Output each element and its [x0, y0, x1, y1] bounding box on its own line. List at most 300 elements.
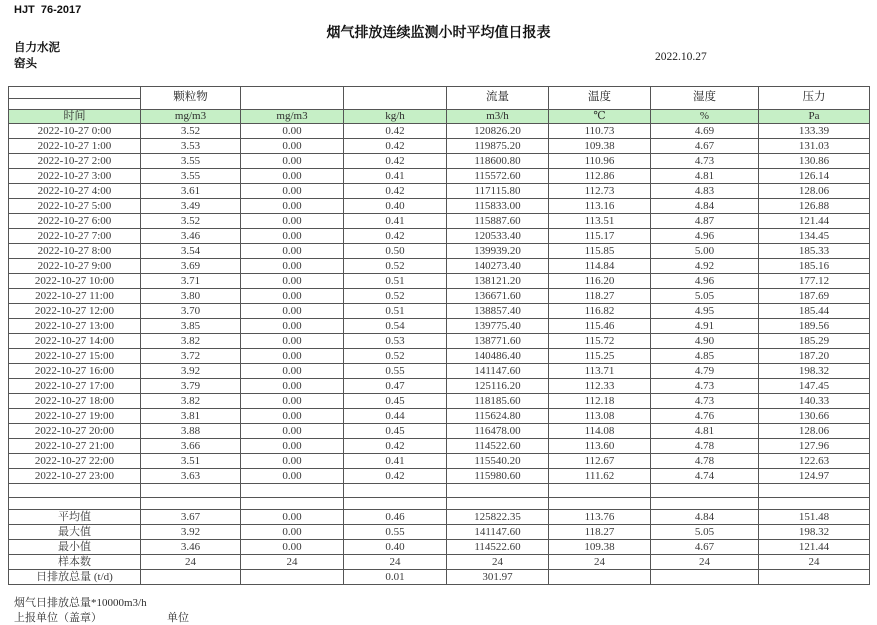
unit-celsius: ℃: [549, 110, 651, 124]
pressure-cell: 128.06: [759, 424, 870, 439]
temperature-cell: 118.27: [549, 525, 651, 540]
time-cell: 2022-10-27 17:00: [9, 379, 141, 394]
flow-cell: 140273.40: [447, 259, 549, 274]
time-cell: 2022-10-27 7:00: [9, 229, 141, 244]
unit-kg-h: kg/h: [344, 110, 447, 124]
report-table: [8, 86, 870, 585]
pm-mg-cell: 3.46: [141, 540, 241, 555]
summary-row: [9, 510, 870, 525]
pm-kgh-cell: 0.47: [344, 379, 447, 394]
pressure-cell: 198.32: [759, 525, 870, 540]
pm-mg2-cell: 0.00: [241, 540, 344, 555]
time-cell: 2022-10-27 11:00: [9, 289, 141, 304]
column-header-pressure: 压力: [759, 87, 870, 110]
table-row: [9, 364, 870, 379]
pm-kgh-cell: 0.52: [344, 259, 447, 274]
pressure-cell: 185.33: [759, 244, 870, 259]
humidity-cell: 4.74: [651, 469, 759, 484]
time-cell: 2022-10-27 0:00: [9, 124, 141, 139]
pm-kgh-cell: 0.53: [344, 334, 447, 349]
temperature-cell: 111.62: [549, 469, 651, 484]
flow-cell: 114522.60: [447, 439, 549, 454]
table-row: [9, 334, 870, 349]
humidity-cell: 24: [651, 555, 759, 570]
pm-mg2-cell: 0.00: [241, 334, 344, 349]
pressure-cell: 130.86: [759, 154, 870, 169]
table-row: [9, 439, 870, 454]
time-cell: 2022-10-27 16:00: [9, 364, 141, 379]
pm-mg2-cell: 0.00: [241, 229, 344, 244]
table-row: [9, 424, 870, 439]
pm-kgh-cell: 0.42: [344, 439, 447, 454]
pm-mg-cell: 3.52: [141, 124, 241, 139]
pm-kgh-cell: 24: [344, 555, 447, 570]
pm-kgh-cell: 0.42: [344, 229, 447, 244]
pm-mg-cell: 3.49: [141, 199, 241, 214]
pm-mg-cell: 3.54: [141, 244, 241, 259]
pm-kgh-cell: 0.42: [344, 124, 447, 139]
page-title: 烟气排放连续监测小时平均值日报表: [326, 24, 551, 40]
temperature-cell: 114.84: [549, 259, 651, 274]
temperature-cell: 112.33: [549, 379, 651, 394]
pm-kgh-cell: 0.52: [344, 289, 447, 304]
temperature-cell: 114.08: [549, 424, 651, 439]
time-cell: 2022-10-27 4:00: [9, 184, 141, 199]
pm-mg-cell: 3.69: [141, 259, 241, 274]
value-cell: [141, 484, 241, 498]
time-cell: 2022-10-27 1:00: [9, 139, 141, 154]
pm-mg2-cell: 0.00: [241, 184, 344, 199]
spacer-row: [9, 498, 870, 510]
flow-cell: 116478.00: [447, 424, 549, 439]
pressure-cell: 185.44: [759, 304, 870, 319]
temperature-cell: 110.73: [549, 124, 651, 139]
pm-kgh-cell: 0.51: [344, 304, 447, 319]
pm-kgh-cell: 0.54: [344, 319, 447, 334]
temperature-cell: 112.73: [549, 184, 651, 199]
pm-mg-cell: 3.82: [141, 394, 241, 409]
unit-label: 单位: [167, 612, 189, 624]
humidity-cell: 4.73: [651, 154, 759, 169]
flow-total-note: 烟气日排放总量*10000m3/h: [14, 597, 147, 609]
flow-cell: 24: [447, 555, 549, 570]
time-header-top-cell: [9, 87, 140, 98]
humidity-cell: 5.00: [651, 244, 759, 259]
pm-mg2-cell: 0.00: [241, 139, 344, 154]
pm-mg2-cell: 0.00: [241, 154, 344, 169]
temperature-cell: 109.38: [549, 139, 651, 154]
spacer-row: [9, 484, 870, 498]
humidity-cell: [651, 570, 759, 585]
table-row: [9, 394, 870, 409]
humidity-cell: 4.85: [651, 349, 759, 364]
temperature-cell: 110.96: [549, 154, 651, 169]
humidity-cell: 4.76: [651, 409, 759, 424]
temperature-cell: 112.86: [549, 169, 651, 184]
value-cell: [344, 484, 447, 498]
pm-mg2-cell: 0.00: [241, 169, 344, 184]
time-cell: 2022-10-27 12:00: [9, 304, 141, 319]
flow-cell: 136671.60: [447, 289, 549, 304]
table-row: [9, 454, 870, 469]
flow-cell: 115540.20: [447, 454, 549, 469]
pm-mg-cell: 3.55: [141, 169, 241, 184]
summary-row: [9, 540, 870, 555]
pm-mg-cell: 3.53: [141, 139, 241, 154]
temperature-cell: 118.27: [549, 289, 651, 304]
pm-kgh-cell: 0.45: [344, 394, 447, 409]
table-row: [9, 154, 870, 169]
flow-cell: 139775.40: [447, 319, 549, 334]
table-row: [9, 349, 870, 364]
flow-cell: 138121.20: [447, 274, 549, 289]
flow-cell: 115624.80: [447, 409, 549, 424]
pressure-cell: 151.48: [759, 510, 870, 525]
humidity-cell: 4.84: [651, 199, 759, 214]
pm-mg2-cell: 0.00: [241, 469, 344, 484]
time-cell: 2022-10-27 14:00: [9, 334, 141, 349]
pm-mg-cell: 3.81: [141, 409, 241, 424]
time-cell: 2022-10-27 8:00: [9, 244, 141, 259]
pm-kgh-cell: 0.44: [344, 409, 447, 424]
pm-mg-cell: 3.85: [141, 319, 241, 334]
group-header-row: [9, 87, 870, 110]
pm-mg2-cell: 0.00: [241, 510, 344, 525]
humidity-cell: 4.73: [651, 394, 759, 409]
pm-mg-cell: 3.55: [141, 154, 241, 169]
summary-label-cell: 平均值: [9, 510, 141, 525]
unit-mg-m3-1: mg/m3: [141, 110, 241, 124]
time-cell: 2022-10-27 10:00: [9, 274, 141, 289]
temperature-cell: 112.67: [549, 454, 651, 469]
temperature-cell: 115.25: [549, 349, 651, 364]
unit-percent: %: [651, 110, 759, 124]
humidity-cell: 4.81: [651, 169, 759, 184]
temperature-cell: 116.20: [549, 274, 651, 289]
temperature-cell: 113.51: [549, 214, 651, 229]
pm-mg-cell: 3.72: [141, 349, 241, 364]
pm-mg2-cell: 0.00: [241, 439, 344, 454]
flow-cell: 120826.20: [447, 124, 549, 139]
pm-mg2-cell: 0.00: [241, 259, 344, 274]
table-row: [9, 199, 870, 214]
pressure-cell: 130.66: [759, 409, 870, 424]
flow-cell: 118185.60: [447, 394, 549, 409]
pm-kgh-cell: 0.52: [344, 349, 447, 364]
pressure-cell: 177.12: [759, 274, 870, 289]
pm-mg-cell: 3.67: [141, 510, 241, 525]
pm-mg2-cell: 0.00: [241, 349, 344, 364]
pressure-cell: 140.33: [759, 394, 870, 409]
pressure-cell: 127.96: [759, 439, 870, 454]
humidity-cell: 4.91: [651, 319, 759, 334]
table-row: [9, 169, 870, 184]
table-row: [9, 139, 870, 154]
temperature-cell: 115.85: [549, 244, 651, 259]
pressure-cell: 133.39: [759, 124, 870, 139]
pm-mg-cell: 3.79: [141, 379, 241, 394]
value-cell: [759, 498, 870, 510]
column-header-flow: 流量: [447, 87, 549, 110]
summary-row: [9, 525, 870, 540]
table-row: [9, 289, 870, 304]
time-cell: 2022-10-27 5:00: [9, 199, 141, 214]
table-row: [9, 244, 870, 259]
pm-mg2-cell: 0.00: [241, 319, 344, 334]
pressure-cell: 187.69: [759, 289, 870, 304]
pressure-cell: 198.32: [759, 364, 870, 379]
temperature-cell: 24: [549, 555, 651, 570]
humidity-cell: 4.69: [651, 124, 759, 139]
humidity-cell: 4.73: [651, 379, 759, 394]
value-cell: [9, 484, 141, 498]
pm-kgh-cell: 0.42: [344, 139, 447, 154]
table-row: [9, 304, 870, 319]
time-cell: 2022-10-27 22:00: [9, 454, 141, 469]
pm-mg2-cell: 0.00: [241, 274, 344, 289]
flow-cell: 115833.00: [447, 199, 549, 214]
pm-mg2-cell: 0.00: [241, 124, 344, 139]
pm-kgh-cell: 0.55: [344, 364, 447, 379]
time-cell: 2022-10-27 19:00: [9, 409, 141, 424]
pm-kgh-cell: 0.41: [344, 214, 447, 229]
pm-kgh-cell: 0.01: [344, 570, 447, 585]
table-row: [9, 379, 870, 394]
humidity-cell: 5.05: [651, 525, 759, 540]
pm-mg-cell: 3.88: [141, 424, 241, 439]
pressure-cell: 131.03: [759, 139, 870, 154]
column-header-temperature: 温度: [549, 87, 651, 110]
temperature-cell: 113.71: [549, 364, 651, 379]
summary-label-cell: 最小值: [9, 540, 141, 555]
pm-kgh-cell: 0.55: [344, 525, 447, 540]
humidity-cell: 4.67: [651, 139, 759, 154]
table-row: [9, 469, 870, 484]
pressure-cell: 122.63: [759, 454, 870, 469]
value-cell: [447, 484, 549, 498]
pm-mg-cell: 3.61: [141, 184, 241, 199]
flow-cell: 301.97: [447, 570, 549, 585]
time-cell: 2022-10-27 21:00: [9, 439, 141, 454]
humidity-cell: 4.95: [651, 304, 759, 319]
humidity-cell: 4.84: [651, 510, 759, 525]
value-cell: [344, 498, 447, 510]
time-cell: 2022-10-27 6:00: [9, 214, 141, 229]
summary-row: [9, 555, 870, 570]
pm-kgh-cell: 0.46: [344, 510, 447, 525]
standard-code: HJT 76-2017: [14, 4, 82, 16]
site-name: 窑头: [14, 58, 37, 70]
column-header-blank-1: [241, 87, 344, 110]
table-row: [9, 124, 870, 139]
value-cell: [651, 498, 759, 510]
pm-mg2-cell: 0.00: [241, 394, 344, 409]
value-cell: [447, 498, 549, 510]
value-cell: [141, 498, 241, 510]
pm-mg2-cell: 0.00: [241, 199, 344, 214]
humidity-cell: 4.78: [651, 454, 759, 469]
pressure-cell: 187.20: [759, 349, 870, 364]
pressure-cell: 126.88: [759, 199, 870, 214]
pm-mg-cell: 3.51: [141, 454, 241, 469]
pm-kgh-cell: 0.51: [344, 274, 447, 289]
temperature-cell: 113.08: [549, 409, 651, 424]
temperature-cell: 116.82: [549, 304, 651, 319]
pm-mg2-cell: 0.00: [241, 424, 344, 439]
column-header-humidity: 湿度: [651, 87, 759, 110]
pm-mg2-cell: 0.00: [241, 364, 344, 379]
pm-mg-cell: 3.71: [141, 274, 241, 289]
value-cell: [9, 498, 141, 510]
unit-header-row: [9, 110, 870, 124]
pm-mg2-cell: 0.00: [241, 289, 344, 304]
temperature-cell: 109.38: [549, 540, 651, 555]
time-cell: 2022-10-27 20:00: [9, 424, 141, 439]
value-cell: [241, 484, 344, 498]
column-header-blank-2: [344, 87, 447, 110]
pm-mg-cell: 3.70: [141, 304, 241, 319]
temperature-cell: 115.46: [549, 319, 651, 334]
humidity-cell: 4.96: [651, 229, 759, 244]
temperature-cell: 113.60: [549, 439, 651, 454]
temperature-cell: [549, 570, 651, 585]
table-row: [9, 229, 870, 244]
pressure-cell: 189.56: [759, 319, 870, 334]
value-cell: [651, 484, 759, 498]
time-cell: 2022-10-27 3:00: [9, 169, 141, 184]
pm-mg-cell: 3.63: [141, 469, 241, 484]
value-cell: [549, 498, 651, 510]
pm-mg-cell: 3.66: [141, 439, 241, 454]
pressure-cell: 185.16: [759, 259, 870, 274]
flow-cell: 120533.40: [447, 229, 549, 244]
humidity-cell: 4.78: [651, 439, 759, 454]
report-date: 2022.10.27: [655, 51, 707, 63]
table-row: [9, 214, 870, 229]
time-cell: 2022-10-27 2:00: [9, 154, 141, 169]
pm-kgh-cell: 0.42: [344, 154, 447, 169]
pm-mg-cell: 3.52: [141, 214, 241, 229]
temperature-cell: 112.18: [549, 394, 651, 409]
humidity-cell: 4.67: [651, 540, 759, 555]
pm-mg2-cell: 0.00: [241, 454, 344, 469]
flow-cell: 119875.20: [447, 139, 549, 154]
pm-mg-cell: 3.92: [141, 525, 241, 540]
pressure-cell: 126.14: [759, 169, 870, 184]
unit-mg-m3-2: mg/m3: [241, 110, 344, 124]
table-row: [9, 274, 870, 289]
time-cell: 2022-10-27 18:00: [9, 394, 141, 409]
humidity-cell: 5.05: [651, 289, 759, 304]
pm-kgh-cell: 0.40: [344, 199, 447, 214]
humidity-cell: 4.81: [651, 424, 759, 439]
pm-mg2-cell: 0.00: [241, 214, 344, 229]
pm-mg-cell: 24: [141, 555, 241, 570]
flow-cell: 115572.60: [447, 169, 549, 184]
pressure-cell: 24: [759, 555, 870, 570]
pm-kgh-cell: 0.41: [344, 169, 447, 184]
humidity-cell: 4.83: [651, 184, 759, 199]
flow-cell: 114522.60: [447, 540, 549, 555]
humidity-cell: 4.79: [651, 364, 759, 379]
pm-mg2-cell: 24: [241, 555, 344, 570]
flow-cell: 140486.40: [447, 349, 549, 364]
unit-pa: Pa: [759, 110, 870, 124]
report-unit-label: 上报单位（盖章）: [14, 612, 102, 624]
column-header-particulate: 颗粒物: [141, 87, 241, 110]
pm-mg-cell: 3.80: [141, 289, 241, 304]
pm-kgh-cell: 0.40: [344, 540, 447, 555]
flow-cell: 115887.60: [447, 214, 549, 229]
summary-label-cell: 样本数: [9, 555, 141, 570]
pressure-cell: 134.45: [759, 229, 870, 244]
pressure-cell: 121.44: [759, 540, 870, 555]
daily-total-row: [9, 570, 870, 585]
pm-kgh-cell: 0.42: [344, 469, 447, 484]
pm-mg2-cell: [241, 570, 344, 585]
flow-cell: 138857.40: [447, 304, 549, 319]
flow-cell: 141147.60: [447, 525, 549, 540]
pm-mg2-cell: 0.00: [241, 244, 344, 259]
temperature-cell: 115.17: [549, 229, 651, 244]
time-column-label: 时间: [9, 110, 141, 124]
flow-cell: 125822.35: [447, 510, 549, 525]
pm-mg-cell: 3.92: [141, 364, 241, 379]
flow-cell: 115980.60: [447, 469, 549, 484]
pressure-cell: 128.06: [759, 184, 870, 199]
time-cell: 2022-10-27 23:00: [9, 469, 141, 484]
table-row: [9, 259, 870, 274]
humidity-cell: 4.92: [651, 259, 759, 274]
flow-cell: 125116.20: [447, 379, 549, 394]
unit-m3-h: m3/h: [447, 110, 549, 124]
pm-mg2-cell: 0.00: [241, 525, 344, 540]
time-cell: 2022-10-27 9:00: [9, 259, 141, 274]
pressure-cell: 121.44: [759, 214, 870, 229]
value-cell: [759, 484, 870, 498]
time-header-bottom-cell: [9, 98, 140, 109]
humidity-cell: 4.96: [651, 274, 759, 289]
flow-cell: 141147.60: [447, 364, 549, 379]
time-cell: 2022-10-27 13:00: [9, 319, 141, 334]
flow-cell: 117115.80: [447, 184, 549, 199]
table-row: [9, 184, 870, 199]
humidity-cell: 4.87: [651, 214, 759, 229]
temperature-cell: 113.76: [549, 510, 651, 525]
pm-mg2-cell: 0.00: [241, 304, 344, 319]
company-name: 自力水泥: [14, 42, 60, 54]
pm-mg-cell: 3.46: [141, 229, 241, 244]
pressure-cell: 147.45: [759, 379, 870, 394]
pressure-cell: [759, 570, 870, 585]
pm-kgh-cell: 0.45: [344, 424, 447, 439]
value-cell: [241, 498, 344, 510]
pm-mg-cell: 3.82: [141, 334, 241, 349]
time-header-split-cell: [9, 87, 141, 110]
time-cell: 2022-10-27 15:00: [9, 349, 141, 364]
table-row: [9, 409, 870, 424]
table-row: [9, 319, 870, 334]
flow-cell: 139939.20: [447, 244, 549, 259]
humidity-cell: 4.90: [651, 334, 759, 349]
total-label-cell: 日排放总量 (t/d): [9, 570, 141, 585]
pm-kgh-cell: 0.50: [344, 244, 447, 259]
temperature-cell: 115.72: [549, 334, 651, 349]
value-cell: [549, 484, 651, 498]
pressure-cell: 185.29: [759, 334, 870, 349]
pm-mg2-cell: 0.00: [241, 379, 344, 394]
pressure-cell: 124.97: [759, 469, 870, 484]
